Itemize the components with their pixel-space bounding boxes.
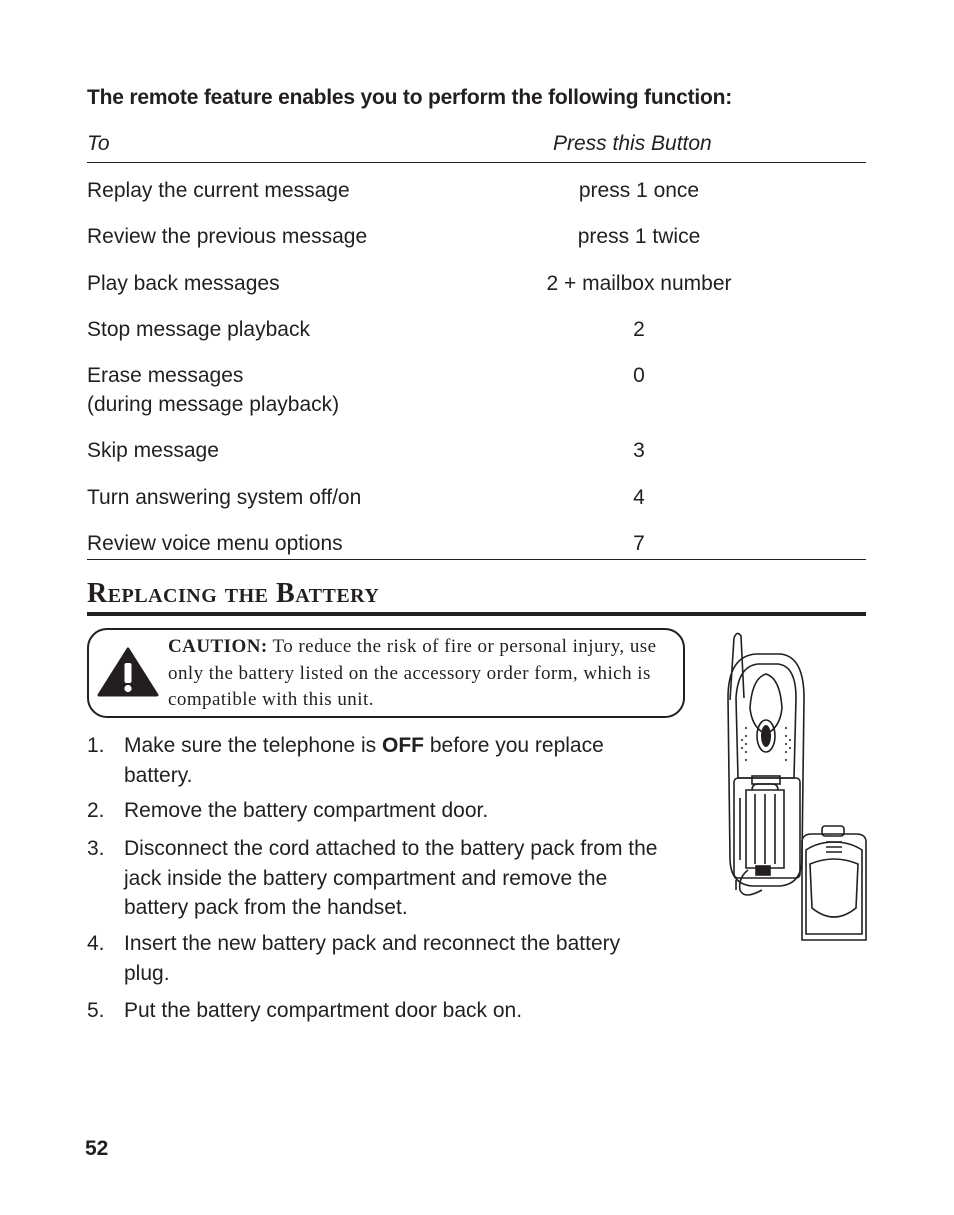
step-text-pre: Make sure the telephone is [124,734,382,757]
row-value: 7 [633,532,645,555]
table-header [87,130,866,163]
step-number: 2. [87,799,105,822]
caution-body: To reduce the risk of fire or personal injury, use only the battery listed on the accessory order form, which is compatible with this unit. [168,636,657,710]
step-text [124,731,664,790]
row-label: Turn answering system off/on [87,486,362,509]
row-value: 3 [633,439,645,462]
row-value: press 1 once [578,179,700,202]
step-text: Disconnect the cord attached to the battery pack from the jack inside the battery compartment and remove the battery pack from the handset. [124,837,658,919]
row-value: 2 + mailbox number [546,272,732,295]
row-label: Play back messages [87,272,280,295]
table-bottom-rule [87,559,866,560]
row-value: 4 [633,486,645,509]
warning-triangle-icon [97,646,159,703]
row-label: Replay the current message [87,179,350,202]
step-text: Insert the new battery pack and reconnect the battery plug. [124,932,621,985]
handset-battery-illustration [722,628,872,951]
page-number: 52 [85,1137,109,1160]
step-text: Put the battery compartment door back on. [124,999,523,1022]
row-value: 0 [633,364,645,387]
caution-text [168,634,678,714]
step-text-bold: OFF [382,734,424,757]
step-text-post: before you replace battery. [124,734,604,787]
intro-heading: The remote feature enables you to perform the following function: [87,86,733,109]
row-value: 2 [633,318,645,341]
row-label: Review voice menu options [87,532,343,555]
section-title [87,578,866,616]
caution-label: CAUTION: [168,636,268,657]
step-number: 5. [87,999,105,1022]
step-number: 4. [87,932,105,955]
column-header-press: Press this Button [553,132,712,155]
row-value: press 1 twice [577,225,701,248]
row-label: Erase messages (during message playback) [87,364,340,416]
row-label: Skip message [87,439,219,462]
column-header-to: To [87,132,110,155]
row-label: Stop message playback [87,318,310,341]
step-number: 3. [87,837,105,860]
caution-box [87,628,685,718]
section-title-text: Replacing the Battery [87,578,380,609]
step-number: 1. [87,734,105,757]
row-label: Review the previous message [87,225,368,248]
step-text: Remove the battery compartment door. [124,799,489,822]
